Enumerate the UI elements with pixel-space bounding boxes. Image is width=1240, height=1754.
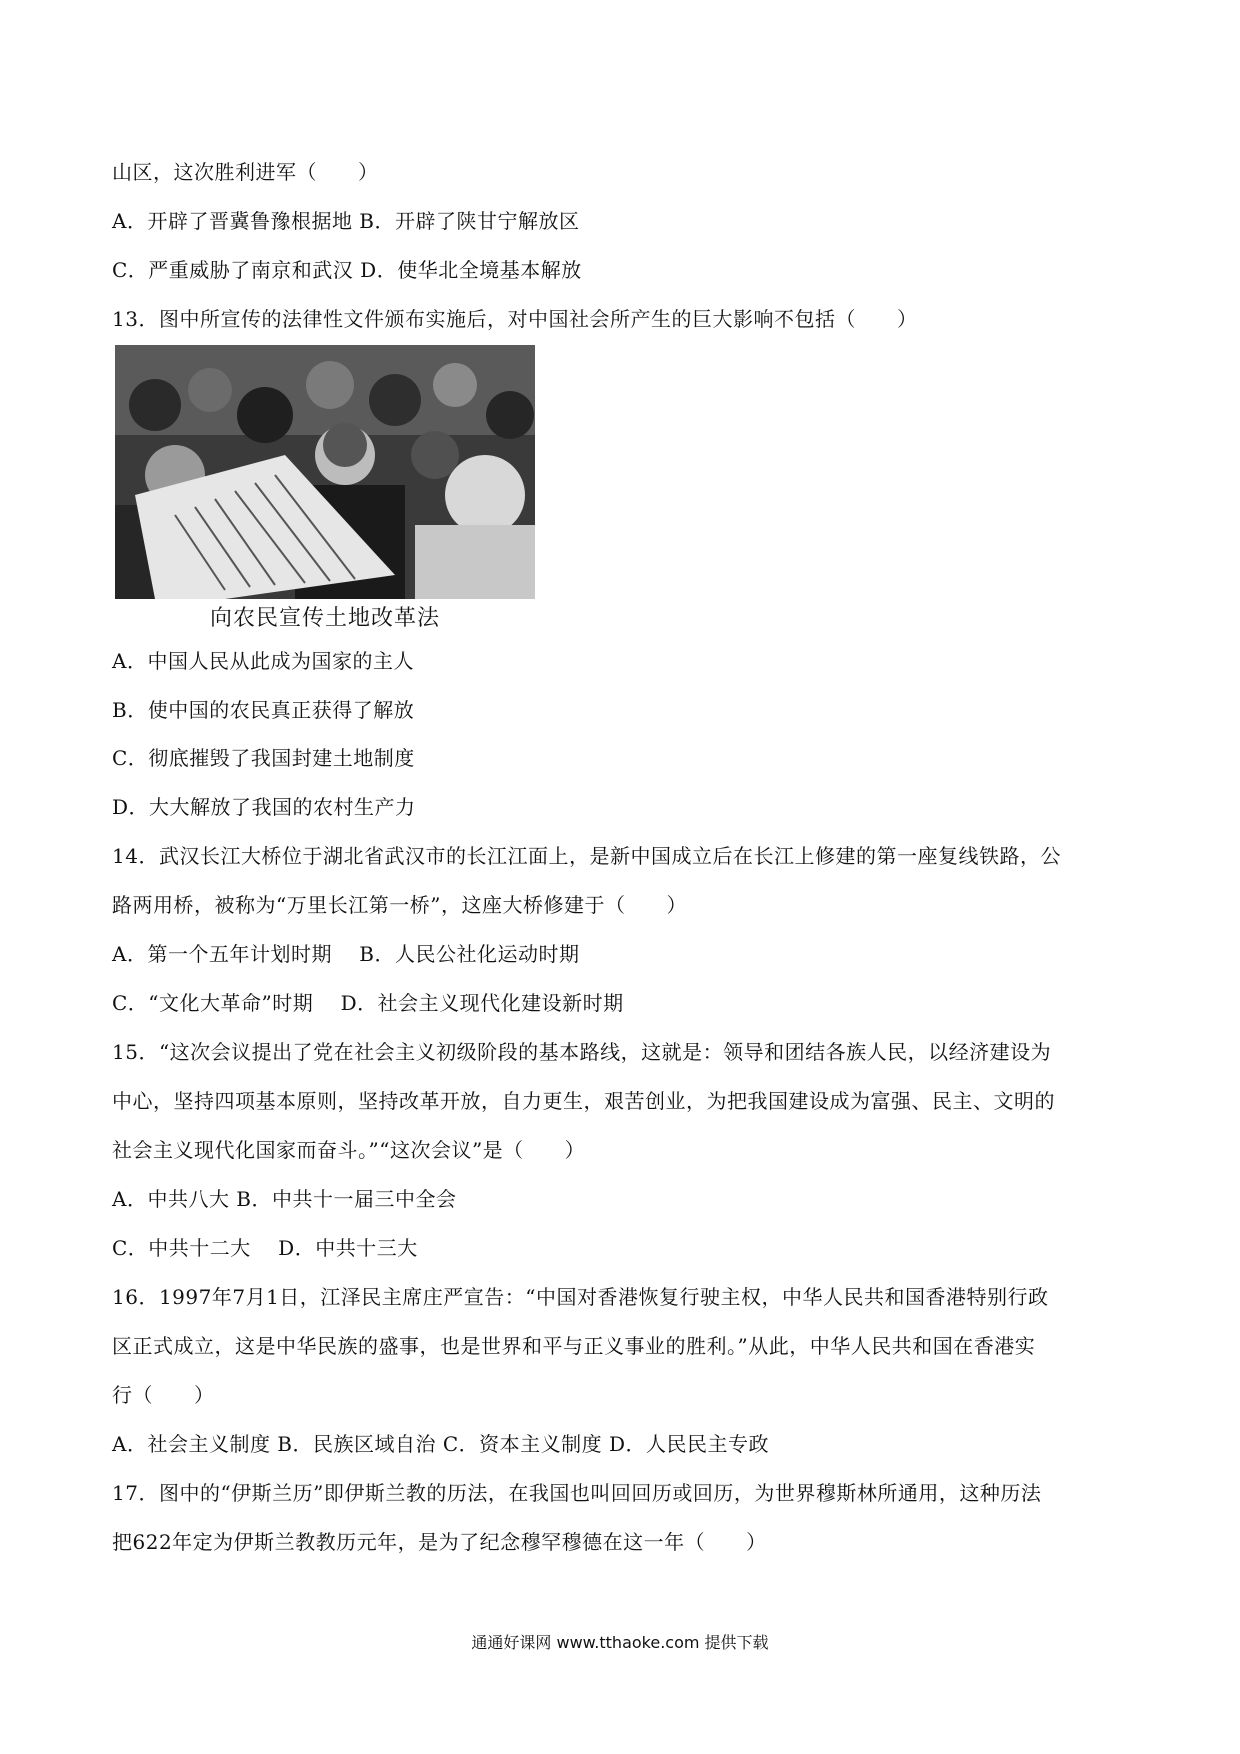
figure-caption: 向农民宣传土地改革法	[210, 606, 441, 631]
q16-options: A．社会主义制度 B．民族区域自治 C．资本主义制度 D．人民民主专政	[112, 1432, 770, 1456]
q17-stem-line2: 把622年定为伊斯兰教教历元年，是为了纪念穆罕穆德在这一年（ ）	[112, 1530, 767, 1554]
q12-options-ab: A．开辟了晋冀鲁豫根据地 B．开辟了陕甘宁解放区	[112, 209, 580, 233]
q13-option-b: B．使中国的农民真正获得了解放	[112, 698, 415, 722]
q12-stem-tail: 山区，这次胜利进军（ ）	[112, 160, 379, 184]
q15-options-cd: C．中共十二大 D．中共十三大	[112, 1236, 418, 1260]
q14-stem-line1: 14．武汉长江大桥位于湖北省武汉市的长江江面上，是新中国成立后在长江上修建的第一座复线铁路，公	[112, 844, 1061, 868]
page-footer: 通通好课网 www.tthaoke.com 提供下载	[471, 1633, 769, 1652]
q15-stem-line3: 社会主义现代化国家而奋斗。”“这次会议”是（ ）	[112, 1138, 586, 1162]
q17-stem-line1: 17．图中的“伊斯兰历”即伊斯兰教的历法，在我国也叫回回历或回历，为世界穆斯林所通用，这种历法	[112, 1481, 1042, 1505]
q13-option-a: A．中国人民从此成为国家的主人	[112, 649, 414, 673]
q14-options-ab: A．第一个五年计划时期 B．人民公社化运动时期	[112, 942, 580, 966]
q13-stem: 13．图中所宣传的法律性文件颁布实施后，对中国社会所产生的巨大影响不包括（ ）	[112, 307, 918, 331]
q15-options-ab: A．中共八大 B．中共十一届三中全会	[112, 1187, 457, 1211]
q16-stem-line1: 16．1997年7月1日，江泽民主席庄严宣告：“中国对香港恢复行驶主权，中华人民共和国香港特别行政	[112, 1285, 1049, 1309]
q16-stem-line3: 行（ ）	[112, 1383, 215, 1407]
q13-option-d: D．大大解放了我国的农村生产力	[112, 795, 416, 819]
land-reform-photo	[115, 345, 535, 599]
q15-stem-line1: 15．“这次会议提出了党在社会主义初级阶段的基本路线，这就是：领导和团结各族人民，以经济建设为	[112, 1040, 1052, 1064]
q14-stem-line2: 路两用桥，被称为“万里长江第一桥”，这座大桥修建于（ ）	[112, 893, 687, 917]
q13-figure	[115, 345, 535, 631]
q15-stem-line2: 中心，坚持四项基本原则，坚持改革开放，自力更生，艰苦创业，为把我国建设成为富强、民主、文明的	[112, 1089, 1055, 1113]
q16-stem-line2: 区正式成立，这是中华民族的盛事，也是世界和平与正义事业的胜利。”从此，中华人民共和国在香港实	[112, 1334, 1036, 1358]
q13-option-c: C．彻底摧毁了我国封建土地制度	[112, 746, 415, 770]
q14-options-cd: C．“文化大革命”时期 D．社会主义现代化建设新时期	[112, 991, 624, 1015]
q12-options-cd: C．严重威胁了南京和武汉 D．使华北全境基本解放	[112, 258, 582, 282]
